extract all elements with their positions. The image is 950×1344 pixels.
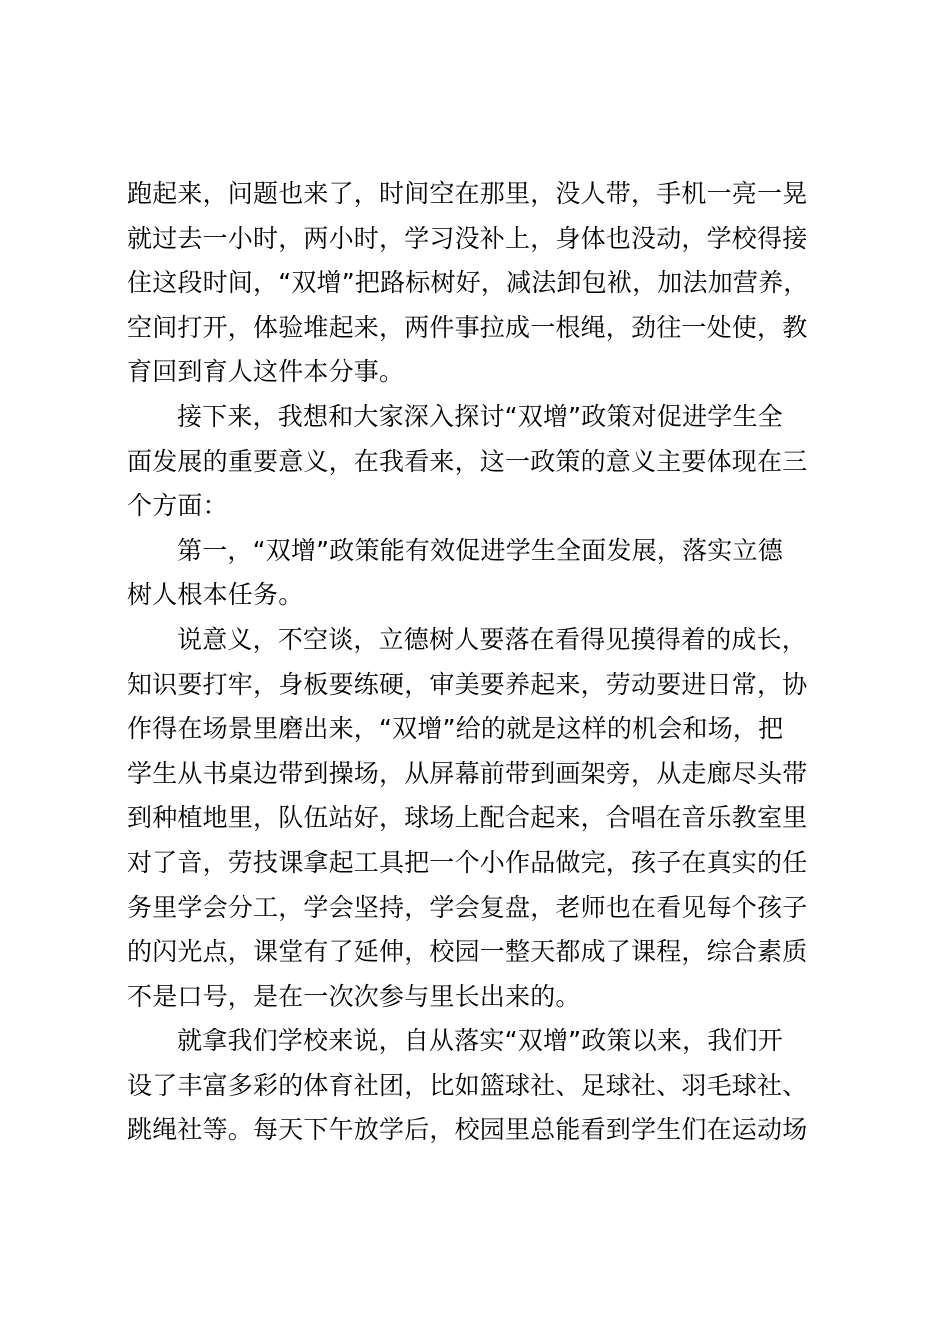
text-line: 到种植地里，队伍站好，球场上配合起来，合唱在音乐教室里 (127, 803, 808, 833)
body-paragraph (127, 618, 833, 1019)
text-line: 接下来，我想和大家深入探讨“双增”政策对促进学生全 (177, 401, 783, 431)
document-body (127, 172, 833, 1153)
text-line: 的闪光点，课堂有了延伸，校园一整天都成了课程，综合素质 (127, 937, 808, 967)
body-paragraph (127, 172, 833, 395)
text-line: 不是口号，是在一次次参与里长出来的。 (127, 981, 581, 1011)
text-line: 知识要打牢，身板要练硬，审美要养起来，劳动要进日常，协 (127, 669, 808, 699)
text-line: 作得在场景里磨出来，“双增”给的就是这样的机会和场，把 (127, 714, 784, 744)
text-line: 对了音，劳技课拿起工具把一个小作品做完，孩子在真实的任 (127, 847, 808, 877)
text-line: 跑起来，问题也来了，时间空在那里，没人带，手机一亮一晃 (127, 179, 808, 208)
text-line: 就拿我们学校来说，自从落实“双增”政策以来，我们开 (177, 1026, 783, 1056)
text-line: 第一，“双增”政策能有效促进学生全面发展，落实立德 (177, 535, 783, 565)
text-line: 学生从书桌边带到操场，从屏幕前带到画架旁，从走廊尽头带 (127, 758, 808, 788)
text-line: 住这段时间，“双增”把路标树好，减法卸包袱，加法加营养， (127, 268, 809, 298)
body-paragraph (127, 529, 833, 618)
text-line: 设了丰富多彩的体育社团，比如篮球社、足球社、羽毛球社、 (127, 1070, 808, 1100)
text-line: 说意义，不空谈，立德树人要落在看得见摸得着的成长， (177, 624, 808, 654)
text-line: 跳绳社等。每天下午放学后，校园里总能看到学生们在运动场 (127, 1115, 808, 1145)
body-paragraph (127, 395, 833, 529)
text-line: 面发展的重要意义，在我看来，这一政策的意义主要体现在三 (127, 446, 808, 476)
text-line: 树人根本任务。 (127, 580, 304, 610)
text-line: 空间打开，体验堆起来，两件事拉成一根绳，劲往一处使，教 (127, 312, 808, 342)
text-line: 个方面： (127, 491, 228, 521)
text-line: 务里学会分工，学会坚持，学会复盘，老师也在看见每个孩子 (127, 892, 808, 922)
body-paragraph (127, 1019, 833, 1153)
text-line: 育回到育人这件本分事。 (127, 357, 405, 387)
text-line: 就过去一小时，两小时，学习没补上，身体也没动，学校得接 (127, 223, 808, 253)
